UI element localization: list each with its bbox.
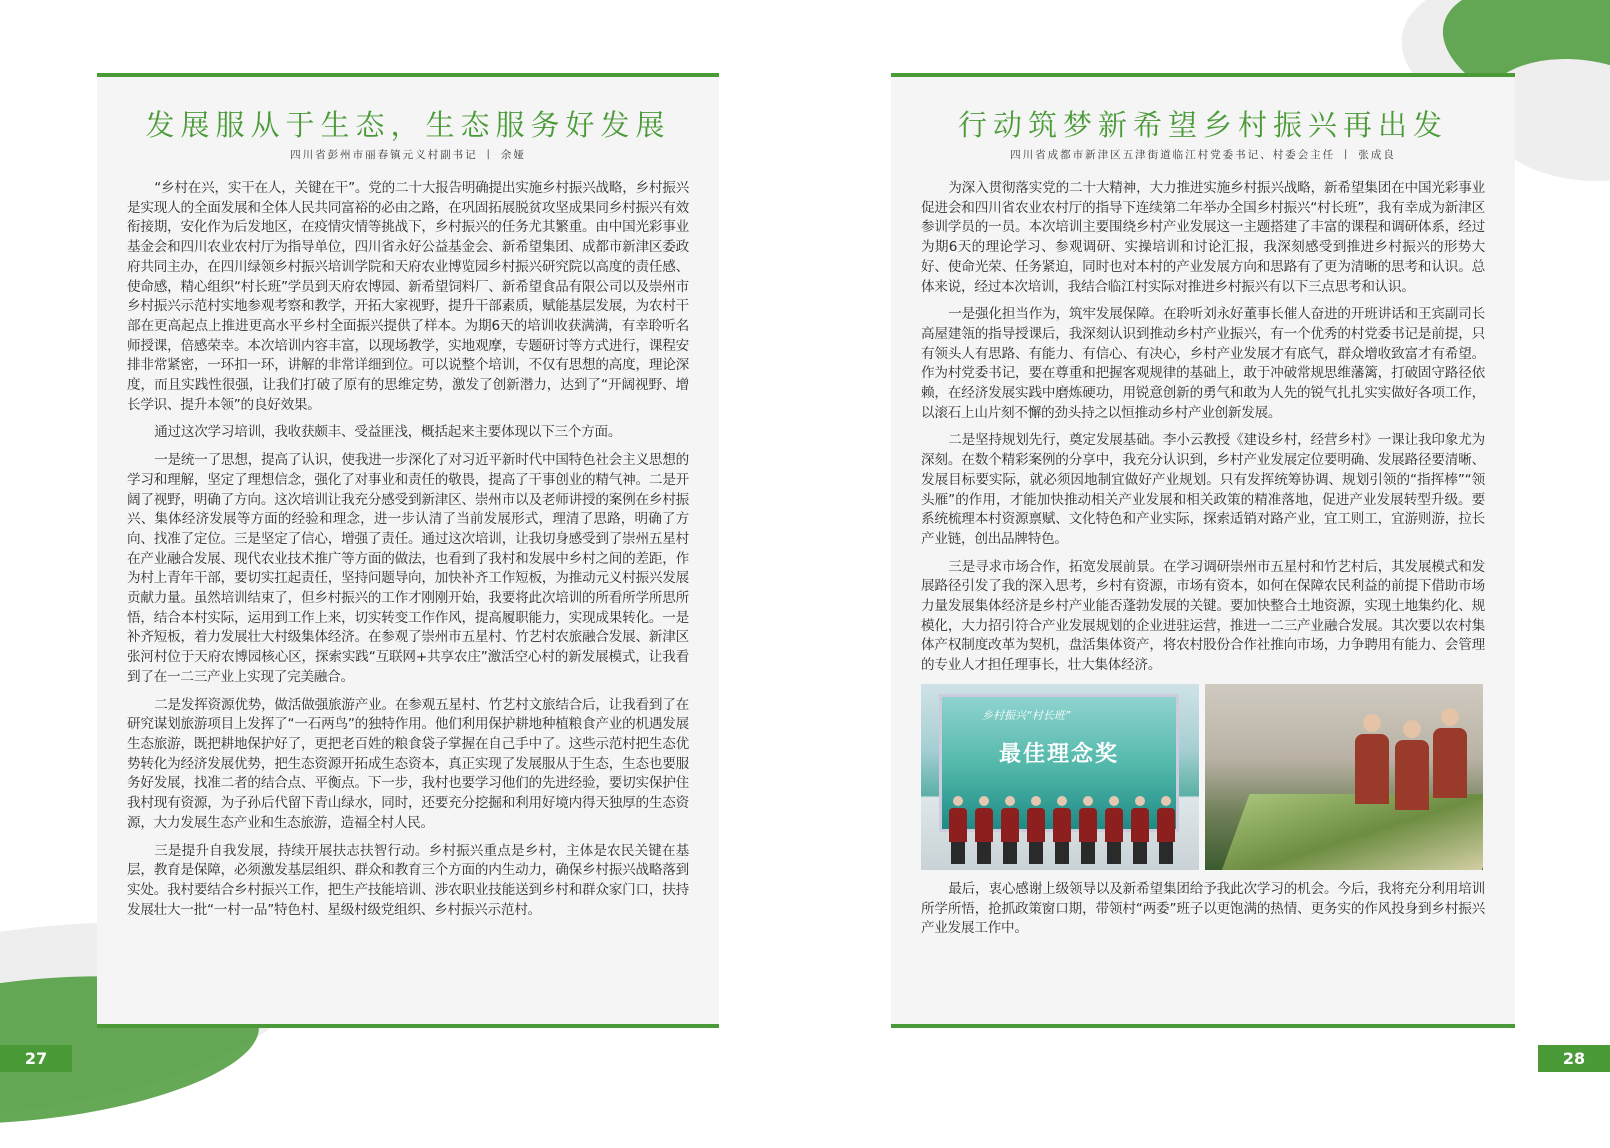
paragraph: 通过这次学习培训，我收获颇丰、受益匪浅，概括起来主要体现以下三个方面。 [154,424,622,441]
paragraph: 一是统一了思想，提高了认识，使我进一步深化了对习近平新时代中国特色社会主义思想的学习和理解，坚定了理想信念，强化了对事业和责任的敬畏，提高了干事创业的精气神。二是开阔了视野，明确了方向。这次培训让我充分感受到新津区、崇州市以及老师讲授的案例在乡村振兴、集体经济发展等方面的经验和理念，进一步认清了当前发展形式，理清了思路，明确了方向、找准了定位。三是坚定了信心，增强了责任。通过这次培训，让我切身感受到了崇州五星村在产业融合发展、现代农业技术推广等方面的做法，也看到了我村和发展中乡村之间的差距，作为村上青年干部，要切实扛起责任，坚持问题导向，加快补齐工作短板，为推动元义村振兴发展贡献力量。虽然培训结束了，但乡村振兴的工作才刚刚开始，我要将此次培训的所看所学所思所悟，结合本村实际，运用到工作上来，切实转变工作作风，提高履职能力，实现成果转化。一是补齐短板，着力发展壮大村级集体经济。在参观了崇州市五星村、竹艺村农旅融合发展、新津区张河村位于天府农博园核心区，探索实践“互联网+共享农庄”激活空心村的新发展模式，让我看到了在一二三产业上实现了完美融合。 [127,452,689,685]
screen-title: 最佳理念奖 [998,741,1119,767]
photo-row [921,684,1485,870]
person-figure [1079,796,1097,866]
article-title: 发展服从于生态，生态服务好发展 [145,108,671,142]
person-figure [1027,796,1045,866]
article-body [921,179,1485,939]
screen-subtitle: 乡村振兴“村长班” [982,708,1071,722]
paragraph: 最后，衷心感谢上级领导以及新希望集团给予我此次学习的机会。今后，我将充分利用培训所学所悟，抢抓政策窗口期，带领村“两委”班子以更饱满的热情、更务实的作风投身到乡村振兴产业发展工作中。 [921,880,1485,937]
article-title: 行动筑梦新希望乡村振兴再出发 [957,108,1448,142]
visitor-figure [1433,708,1467,828]
author-byline: 四川省成都市新津区五津街道临江村党委书记、村委会主任 丨 张成良 [1010,149,1396,161]
paragraph: 为深入贯彻落实党的二十大精神，大力推进实施乡村振兴战略，新希望集团在中国光彩事业促进会和四川省农业农村厅的指导下连续第二年举办全国乡村振兴“村长班”，我有幸成为新津区参训学员的一员。本次培训主要围绕乡村产业发展这一主题搭建了丰富的课程和调研体系，经过为期6天的理论学习、参观调研、实操培训和讨论汇报，我深刻感受到推进乡村振兴的形势大好、使命光荣、任务紧迫，同时也对本村的产业发展方向和思路有了更为清晰的思考和认识。总体来说，经过本次培训，我结合临江村实际对推进乡村振兴有以下三点思考和认识。 [921,180,1485,295]
person-figure [1131,796,1149,866]
article-body [127,179,689,920]
person-figure [1157,796,1175,866]
right-article [891,73,1515,1028]
person-figure [949,796,967,866]
paragraph: 二是发挥资源优势，做活做强旅游产业。在参观五星村、竹艺村文旅结合后，让我看到了在研究谋划旅游项目上发挥了“一石两鸟”的独特作用。他们利用保护耕地种植粮食产业的机遇发展生态旅游，既把耕地保护好了，更把老百姓的粮食袋子掌握在自己手中了。这些示范村把生态优势转化为经济发展优势，把生态资源开拓成生态资本，真正实现了发展服从于生态，生态也要服务好发展，找准二者的结合点、平衡点。下一步，我村也要学习他们的先进经验，要切实保护住我村现有资源，为子孙后代留下青山绿水，同时，还要充分挖掘和利用好境内得天独厚的生态资源，大力发展生态产业和生态旅游，造福全村人民。 [127,696,689,831]
page-number: 28 [1538,1045,1610,1072]
paragraph: 三是寻求市场合作，拓宽发展前景。在学习调研崇州市五星村和竹艺村后，其发展模式和发展路径引发了我的深入思考，乡村有资源，市场有资本，如何在保障农民利益的前提下借助市场力量发展集体经济是乡村产业能否蓬勃发展的关键。要加快整合土地资源，实现土地集约化、规模化，大力招引符合产业发展规划的企业进驻运营，推进一二三产业融合发展。其次要以农村集体产权制度改革为契机，盘活集体资产，将农村股份合作社推向市场，力争聘用有能力、会管理的专业人才担任理事长，壮大集体经济。 [921,558,1485,674]
exhibition-photo [1205,684,1483,870]
person-figure [1105,796,1123,866]
paragraph: 三是提升自我发展，持续开展扶志扶智行动。乡村振兴重点是乡村，主体是农民关键在基层，教育是保障，必须激发基层组织、群众和教育三个方面的内生动力，确保乡村振兴战略落到实处。我村要结合乡村振兴工作，把生产技能培训、涉农职业技能送到乡村和群众家门口，扶持发展壮大一批“一村一品”特色村、星级村级党组织、乡村振兴示范村。 [127,842,689,918]
page-number: 27 [0,1045,72,1072]
visitor-figure [1355,714,1389,834]
paragraph: “乡村在兴，实干在人，关键在干”。党的二十大报告明确提出实施乡村振兴战略，乡村振兴是实现人的全面发展和全体人民共同富裕的必由之路，在巩固拓展脱贫攻坚成果同乡村振兴有效衔接期，安化作为后发地区，在疫情灾情等挑战下，乡村振兴的任务尤其繁重。由中国光彩事业基金会和四川农业农村厅为指导单位，四川省永好公益基金会、新希望集团、成都市新津区委政府共同主办，在四川绿领乡村振兴培训学院和天府农业博览园乡村振兴研究院以高度的责任感、使命感，精心组织“村长班”学员到天府农博园、新希望饲料厂、新希望食品有限公司以及崇州市乡村振兴示范村实地参观考察和教学，开拓大家视野，提升干部素质，赋能基层发展，为农村干部在更高起点上推进更高水平乡村全面振兴提供了样本。为期6天的培训收获满满，有幸聆听名师授课，倍感荣幸。本次培训内容丰富，以现场教学，实地观摩，专题研讨等方式进行，课程安排非常紧密，一环扣一环，讲解的非常详细到位。可以说整个培训，不仅有思想的高度，理论深度，而且实践性很强，让我们打破了原有的思维定势，激发了创新潜力，达到了“开阔视野、增长学识、提升本领”的良好效果。 [127,180,689,413]
person-figure [975,796,993,866]
award-ceremony-photo [921,684,1199,870]
left-article [97,73,719,1028]
paragraph: 一是强化担当作为，筑牢发展保障。在聆听刘永好董事长催人奋进的开班讲话和王宾副司长高屋建瓴的指导授课后，我深刻认识到推动乡村产业振兴，有一个优秀的村党委书记是前提，只有领头人有思路、有能力、有信心、有决心，乡村产业发展才有底气，群众增收致富才有希望。作为村党委书记，要在尊重和把握客观规律的基础上，敢于冲破常规思维藩篱，打破固守路径依赖，在经济发展实践中磨炼硬功，用锐意创新的勇气和敢为人先的锐气扎扎实实做好各项工作，以滚石上山片刻不懈的劲头持之以恒推动乡村产业创新发展。 [921,306,1485,421]
paragraph: 二是坚持规划先行，奠定发展基础。李小云教授《建设乡村，经营乡村》一课让我印象尤为深刻。在数个精彩案例的分享中，我充分认识到，乡村产业发展定位要明确、发展路径要清晰、发展目标要实际，就必须因地制宜做好产业规划。只有发挥统筹协调、规划引领的“指挥棒”“领头雁”的作用，才能加快推动相关产业发展和相关政策的精准落地，促进产业发展转型升级。要系统梳理本村资源禀赋、文化特色和产业实际，探索适销对路产业，宜工则工，宜游则游，拉长产业链，创出品牌特色。 [921,432,1485,547]
person-figure [1053,796,1071,866]
author-byline: 四川省彭州市丽春镇元义村副书记 丨 余娅 [290,149,526,161]
person-figure [1001,796,1019,866]
visitor-figure [1395,720,1429,840]
